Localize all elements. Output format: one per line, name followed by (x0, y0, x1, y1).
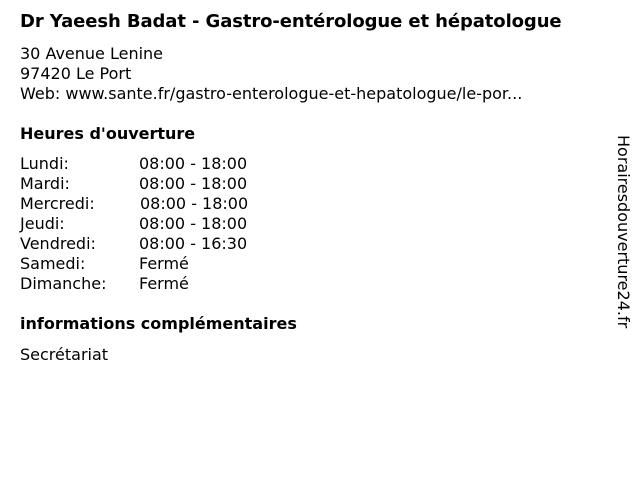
hours-row-mercredi (20, 194, 248, 214)
additional-info-text: Secrétariat (20, 345, 109, 364)
hours-row-dimanche (20, 274, 248, 294)
hours-time: 08:00 - 18:00 (139, 154, 248, 173)
hours-row-jeudi (20, 214, 248, 234)
hours-row-mardi (20, 174, 248, 194)
hours-day: Dimanche: (20, 274, 107, 293)
website-link[interactable]: Web: www.sante.fr/gastro-enterologue-et-hepatologue/le-por... (20, 84, 523, 103)
hours-day: Vendredi: (20, 234, 96, 253)
hours-time: Fermé (139, 274, 189, 293)
hours-day: Lundi: (20, 154, 69, 173)
hours-day: Samedi: (20, 254, 86, 273)
hours-time: 08:00 - 16:30 (139, 234, 248, 253)
hours-row-lundi (20, 154, 248, 174)
hours-day: Mardi: (20, 174, 70, 193)
hours-time: Fermé (139, 254, 189, 273)
address-block (20, 44, 522, 104)
page-title: Dr Yaeesh Badat - Gastro-entérologue et hépatologue (20, 11, 562, 32)
opening-hours-table (20, 154, 248, 294)
opening-hours-heading: Heures d'ouverture (20, 124, 196, 143)
hours-time: 08:00 - 18:00 (140, 194, 249, 213)
hours-row-samedi (20, 254, 248, 274)
hours-day: Mercredi: (20, 194, 95, 213)
city-address: 97420 Le Port (20, 64, 132, 83)
hours-row-vendredi (20, 234, 248, 254)
additional-info-heading: informations complémentaires (20, 314, 297, 333)
site-watermark: Horairesdouverture24.fr (614, 135, 633, 329)
street-address: 30 Avenue Lenine (20, 44, 164, 63)
hours-time: 08:00 - 18:00 (139, 214, 248, 233)
hours-time: 08:00 - 18:00 (139, 174, 248, 193)
hours-day: Jeudi: (20, 214, 65, 233)
